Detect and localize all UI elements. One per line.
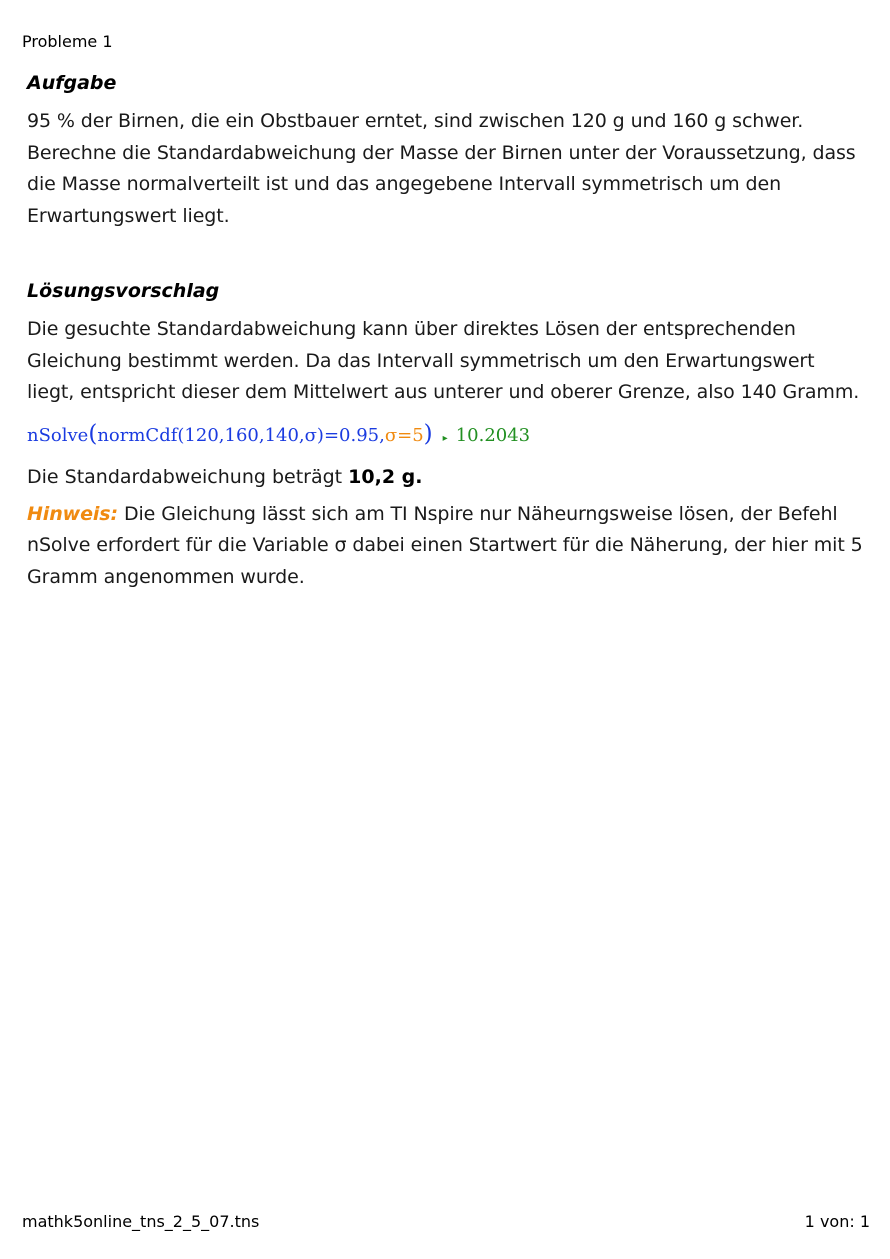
result-statement (27, 462, 867, 493)
formula-start-guess: σ=5 (384, 424, 424, 446)
task-heading: Aufgabe (27, 72, 117, 94)
page-header: Probleme 1 (22, 32, 113, 51)
math-formula (27, 421, 867, 452)
document-body (27, 72, 867, 593)
formula-inner: normCdf(120,160,140,σ)=0.95, (97, 424, 385, 446)
formula-function: nSolve (27, 424, 89, 446)
hint-text: Die Gleichung lässt sich am TI Nspire nur Näheurngsweise lösen, der Befehl nSolve erfordert für die Variable σ dabei einen Startwert für die Näherung, der hier mit 5 Gramm angenommen wurde. (27, 502, 863, 588)
solution-text: Die gesuchte Standardabweichung kann über direktes Lösen der entsprechenden Gleichung bestimmt werden. Da das Intervall symmetrisch um den Erwartungswert liegt, entspricht dieser dem Mittelwert aus unterer und oberer Grenze, also 140 Gramm. (27, 318, 860, 403)
section-spacer (27, 232, 867, 272)
hint-label: Hinweis: (27, 502, 118, 525)
result-value: 10,2 g. (348, 465, 423, 488)
result-prefix: Die Standardabweichung beträgt (27, 465, 343, 488)
footer-page-number: 1 von: 1 (804, 1212, 870, 1231)
formula-open-paren: ( (88, 420, 98, 447)
hint-paragraph (27, 499, 867, 594)
result-arrow-icon: ▸ (442, 432, 448, 444)
task-text: 95 % der Birnen, die ein Obstbauer erntet, sind zwischen 120 g und 160 g schwer. Berechne die Standardabweichung der Masse der Birnen unter der Voraussetzung, dass die Masse normalverteilt ist und das angegebene Intervall symmetrisch um den Erwartungswert liegt. (27, 110, 856, 227)
formula-result: 10.2043 (455, 424, 531, 446)
formula-close-paren: ) (423, 420, 433, 447)
solution-heading: Lösungsvorschlag (27, 280, 220, 302)
footer-filename: mathk5online_tns_2_5_07.tns (22, 1212, 260, 1231)
